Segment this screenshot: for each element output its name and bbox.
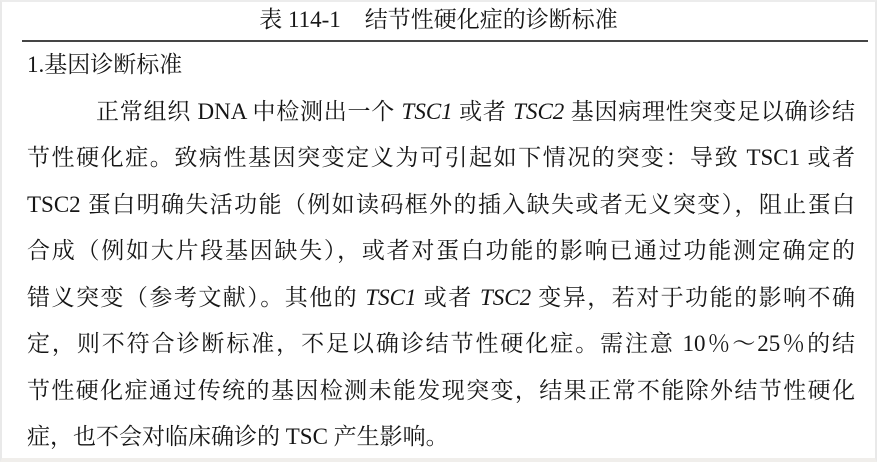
text-run: 或者: [452, 98, 514, 124]
paragraph-line: [27, 135, 855, 182]
gene-name: TSC2: [513, 98, 565, 124]
gene-name: TSC2: [479, 284, 532, 310]
section-heading: 1.基因诊断标准: [27, 52, 183, 77]
paragraph-line: [27, 414, 855, 461]
paragraph: [27, 89, 855, 461]
text-run: 节性硬化症通过传统的基因检测未能发现突变，结果正常不能除外结节性硬化: [27, 377, 855, 403]
table-body-text: [27, 42, 855, 461]
table-caption: [2, 2, 875, 38]
text-run: 变异，若对于功能的影响不确: [531, 284, 855, 310]
text-run: 节性硬化症。致病性基因突变定义为可引起如下情况的突变：导致 TSC1 或者: [27, 145, 855, 170]
paragraph-line: [27, 89, 855, 136]
text-run: 或者: [416, 284, 480, 310]
table-title: 结节性硬化症的诊断标准: [364, 7, 618, 32]
paragraph-line: [27, 228, 855, 275]
text-run: 基因病理性突变足以确诊结: [564, 98, 855, 124]
gene-name: TSC1: [365, 284, 417, 310]
paragraph-line: [27, 368, 855, 415]
paragraph-line: [27, 275, 855, 322]
text-run: 症，也不会对临床确诊的 TSC 产生影响。: [27, 424, 449, 449]
text-run: 错义突变（参考文献）。其他的: [27, 284, 366, 310]
paragraph-line: [27, 182, 855, 229]
text-run: 合成（例如大片段基因缺失），或者对蛋白功能的影响已通过功能测定确定的: [27, 238, 855, 263]
text-run: 定，则不符合诊断标准，不足以确诊结节性硬化症。需注意 10％～25％的结: [27, 331, 855, 356]
text-run: TSC2 蛋白明确失活功能（例如读码框外的插入缺失或者无义突变），阻止蛋白: [27, 191, 855, 217]
table-number-label: 表 114-1: [259, 7, 341, 32]
paragraph-line: [27, 321, 855, 368]
gene-name: TSC1: [401, 98, 453, 124]
text-run: 正常组织 DNA 中检测出一个: [96, 98, 402, 124]
